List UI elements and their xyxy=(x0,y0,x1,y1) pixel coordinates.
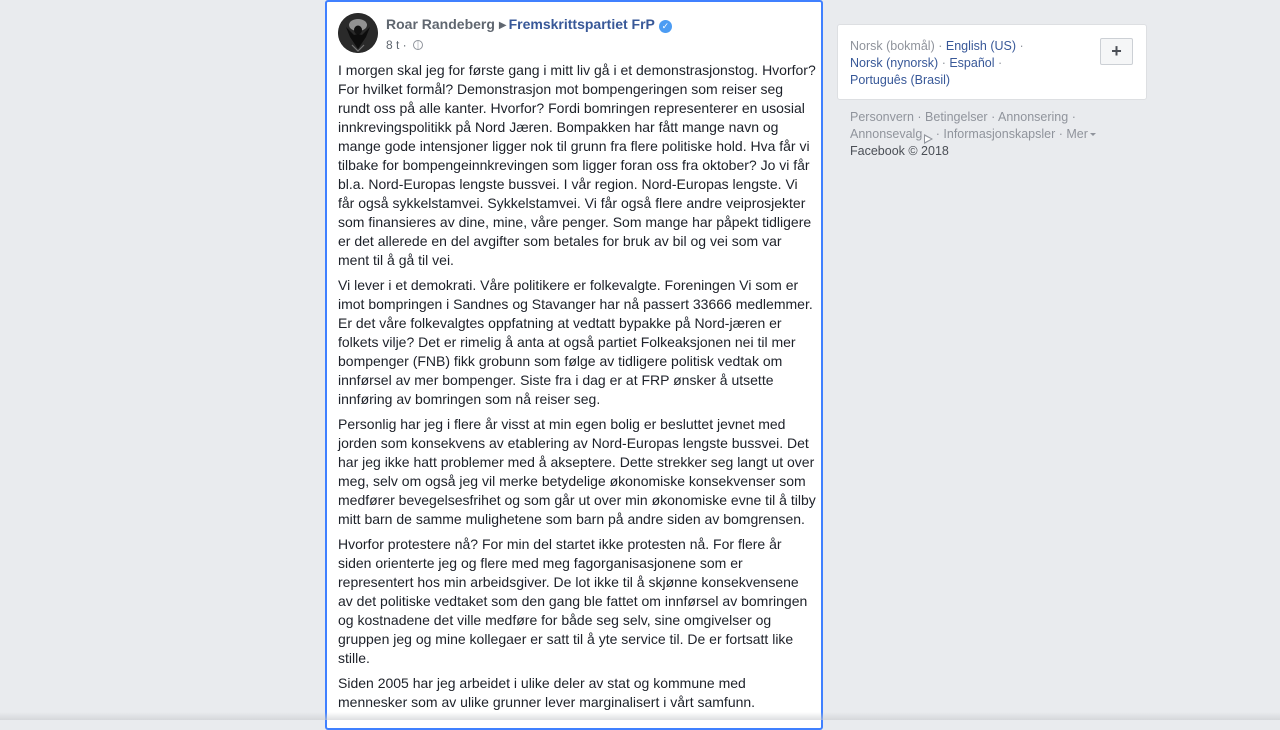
chevron-down-icon xyxy=(1090,133,1096,136)
add-language-button[interactable]: + xyxy=(1100,38,1133,65)
language-selector-box xyxy=(837,24,1147,100)
separator: · xyxy=(1068,110,1076,124)
separator: · xyxy=(932,127,944,141)
post-card xyxy=(325,0,823,730)
post-meta xyxy=(386,38,423,52)
separator: · xyxy=(1016,39,1024,53)
verified-badge-icon: ✓ xyxy=(659,20,672,33)
bottom-shadow xyxy=(0,712,1280,720)
language-link-nynorsk[interactable]: Norsk (nynorsk) xyxy=(850,56,939,70)
post-paragraph: Vi lever i et demokrati. Våre politikere er folkevalgte. Foreningen Vi som er imot bompringen i Sandnes og Stavanger har nå passert 33666 medlemmer. Er det våre folkevalgtes oppfatning at vedtatt bypakke på Nord-jæren er folkets vilje? Det er rimelig å anta at også partiet Folkeaksjonen nei til mer bompenger (FNB) fikk grobunn som følge av tidligere politisk vedtak om innførsel av mer bompenger. Siste fra i dag er at FRP ønsker å utsette innføring av bomringen som nå reiser seg. xyxy=(338,277,813,407)
footer-link-terms[interactable]: Betingelser xyxy=(925,110,988,124)
separator: · xyxy=(938,56,950,70)
language-link-english[interactable]: English (US) xyxy=(945,39,1017,53)
language-link-portugues[interactable]: Português (Brasil) xyxy=(850,73,951,87)
page-name-link[interactable]: Fremskrittspartiet FrP xyxy=(508,16,655,32)
language-list xyxy=(850,38,1090,89)
footer-link-privacy[interactable]: Personvern xyxy=(850,110,914,124)
post-timestamp[interactable]: 8 t xyxy=(386,38,400,52)
post-paragraph: Hvorfor protestere nå? For min del startet ikke protesten nå. For flere år siden orienterte jeg og flere med meg fagorganisasjonene som er representert hos min arbeidsgiver. De lot ikke til å skjønne konsekvensene av det politiske vedtaket som den gang ble fattet om innførsel av bomringen og kostnadene det ville medføre for både seg selv, sine omgivelser og gruppen jeg og mine kollegaer er satt til å yte service til. De er fortsatt like stille. xyxy=(338,536,808,666)
separator: · xyxy=(913,110,926,124)
separator: · xyxy=(934,39,946,53)
post-paragraph: Siden 2005 har jeg arbeidet i ulike deler av stat og kommune med mennesker som av ulike grunner lever marginalisert i vårt samfunn. xyxy=(338,675,756,710)
post-text xyxy=(338,61,816,718)
post-paragraph: Personlig har jeg i flere år visst at min egen bolig er besluttet jevnet med jorden som konsekvens av etablering av Nord-Europas lengste bussvei. Det har jeg ikke hatt problemer med å akseptere. Dette strekker seg langt ut over meg, selv om også jeg vil merke betydelige økonomiske konsekvenser som medfører bevegelsesfrihet og som går ut over min økonomiske evne til å tilby mitt barn de samme mulighetene som barn på andre siden av bomgrensen. xyxy=(338,416,816,527)
footer-links xyxy=(850,109,1140,160)
globe-icon[interactable] xyxy=(413,40,423,50)
avatar-image xyxy=(338,13,378,53)
language-current: Norsk (bokmål) xyxy=(850,39,935,53)
avatar[interactable] xyxy=(338,13,378,53)
footer-link-adchoices[interactable]: Annonsevalg xyxy=(850,127,923,141)
separator: · xyxy=(1055,127,1067,141)
meta-separator: · xyxy=(399,38,411,52)
footer-link-more[interactable]: Mer xyxy=(1066,127,1088,141)
separator: · xyxy=(994,56,1003,70)
copyright-text: Facebook © 2018 xyxy=(850,144,949,158)
post-header xyxy=(338,13,808,55)
post-paragraph: I morgen skal jeg for første gang i mitt liv gå i et demonstrasjonstog. Hvorfor? For hvilket formål? Demonstrasjon mot bompengeringen som reiser seg rundt oss på alle kanter. Hvorfor? Fordi bomringen representerer en usosial innkrevingspolitikk på Nord Jæren. Bompakken har fått mange navn og mange gode intensjoner ligger nok til grunn fra flere politiske hold. Hva får vi tilbake for bompengeinnkrevingen som ligger foran oss fra oktober? Jo vi får bl.a. Nord-Europas lengste bussvei. I vår region. Nord-Europas lengste. Vi får også sykkelstamvei. Sykkelstamvei. Vi får også flere andre veiprosjekter som finansieres av dine, mine, våre penger. Som mange har påpekt tidligere er det allerede en del avgifter som betales for bruk av bil og vei som var ment til å gå til vei. xyxy=(338,62,816,268)
separator: · xyxy=(987,110,999,124)
footer-link-advertising[interactable]: Annonsering xyxy=(998,110,1069,124)
language-link-espanol[interactable]: Español xyxy=(949,56,995,70)
post-title xyxy=(386,16,672,33)
shared-to-arrow-icon: ▶ xyxy=(498,20,507,31)
author-name[interactable]: Roar Randeberg xyxy=(386,16,495,32)
footer-link-cookies[interactable]: Informasjonskapsler xyxy=(943,127,1056,141)
